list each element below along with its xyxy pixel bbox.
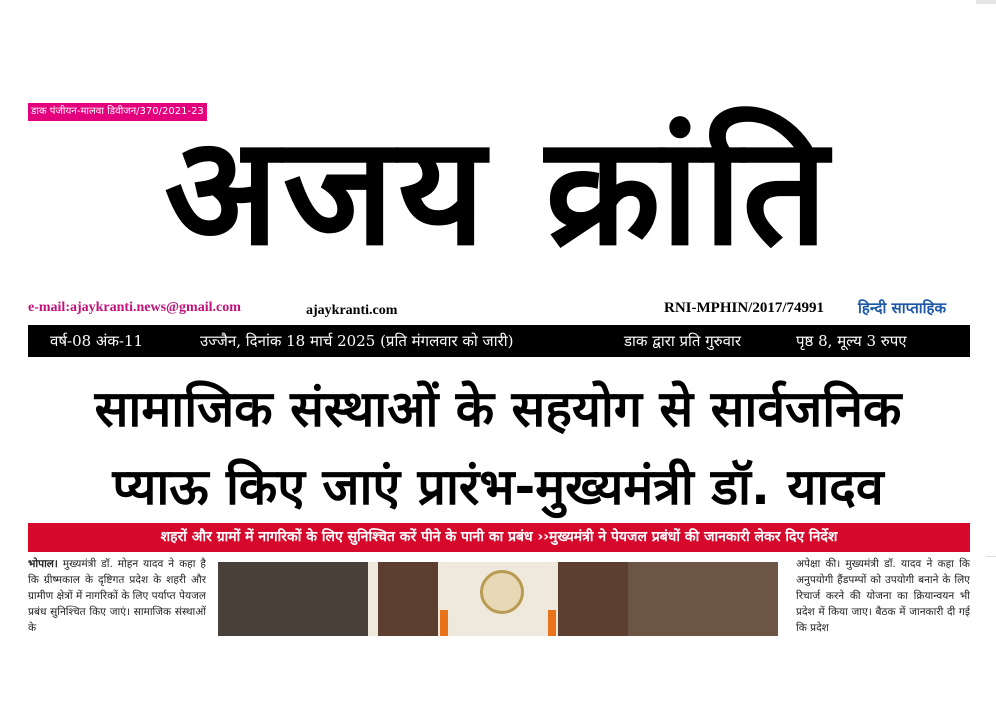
subheadline-bar: शहरों और ग्रामों में नागरिकों के लिए सुनिश्चित करें पीने के पानी का प्रबंध ››मुख्यमंत्री ने पेयजल प्रबंधों की जानकारी लेकर दिए निर्देश — [28, 523, 970, 552]
dateline: भोपाल। — [28, 558, 58, 570]
divider — [986, 556, 996, 557]
issue-number: वर्ष-08 अंक-11 — [50, 332, 144, 350]
masthead-title: अजय क्रांति — [164, 105, 832, 279]
left-column-text: मुख्यमंत्री डॉ. मोहन यादव ने कहा है कि ग्रीष्मकाल के दृष्टिगत प्रदेश के शहरी और ग्रामीण क्षेत्रों में नागरिकों के लिए पर्याप्त पेयजल प्रबंध सुनिश्चित किए जाएं। सामाजिक संस्थाओं के — [28, 558, 206, 634]
right-article-column — [796, 556, 970, 638]
meeting-photo — [218, 562, 778, 638]
pages-price: पृष्ठ 8, मूल्य 3 रुपए — [796, 332, 907, 350]
flag-icon — [440, 610, 448, 638]
headline-line-1: सामाजिक संस्थाओं के सहयोग से सार्वजनिक — [94, 380, 902, 438]
postal-delivery: डाक द्वारा प्रति गुरुवार — [624, 332, 742, 350]
photo-left-panel — [218, 562, 368, 638]
postal-registration-label: डाक पंजीयन-मालवा डिवीजन/370/2021-23 — [28, 103, 207, 121]
photo-curtain-left — [378, 562, 438, 638]
state-emblem-icon — [480, 570, 524, 614]
photo-curtain-right — [558, 562, 628, 638]
right-column-text: अपेक्षा की। मुख्यमंत्री डॉ. यादव ने कहा कि अनुपयोगी हैंडपम्पों को उपयोगी बनाने के लिए रिचार्ज करने की योजना का क्रियान्वयन भी प्रदेश में किया जाए। बैठक में जानकारी दी गई कि प्रदेश — [796, 558, 970, 634]
flag-icon — [548, 610, 556, 638]
headline-line-2: प्याऊ किए जाएं प्रारंभ-मुख्यमंत्री डॉ. यादव — [112, 458, 884, 516]
edition-type-label: हिन्दी साप्ताहिक — [858, 299, 947, 317]
email-address: e-mail:ajaykranti.news@gmail.com — [28, 300, 241, 315]
rni-number: RNI-MPHIN/2017/74991 — [664, 300, 824, 316]
left-article-column — [28, 556, 206, 638]
issue-info-bar — [28, 325, 970, 357]
website-address: ajaykranti.com — [306, 303, 398, 318]
corner-mark — [976, 0, 996, 4]
photo-right-panel — [628, 562, 778, 638]
place-date: उज्जैन, दिनांक 18 मार्च 2025 (प्रति मंगलवार को जारी) — [200, 332, 514, 350]
page-cutoff-area — [0, 636, 996, 728]
